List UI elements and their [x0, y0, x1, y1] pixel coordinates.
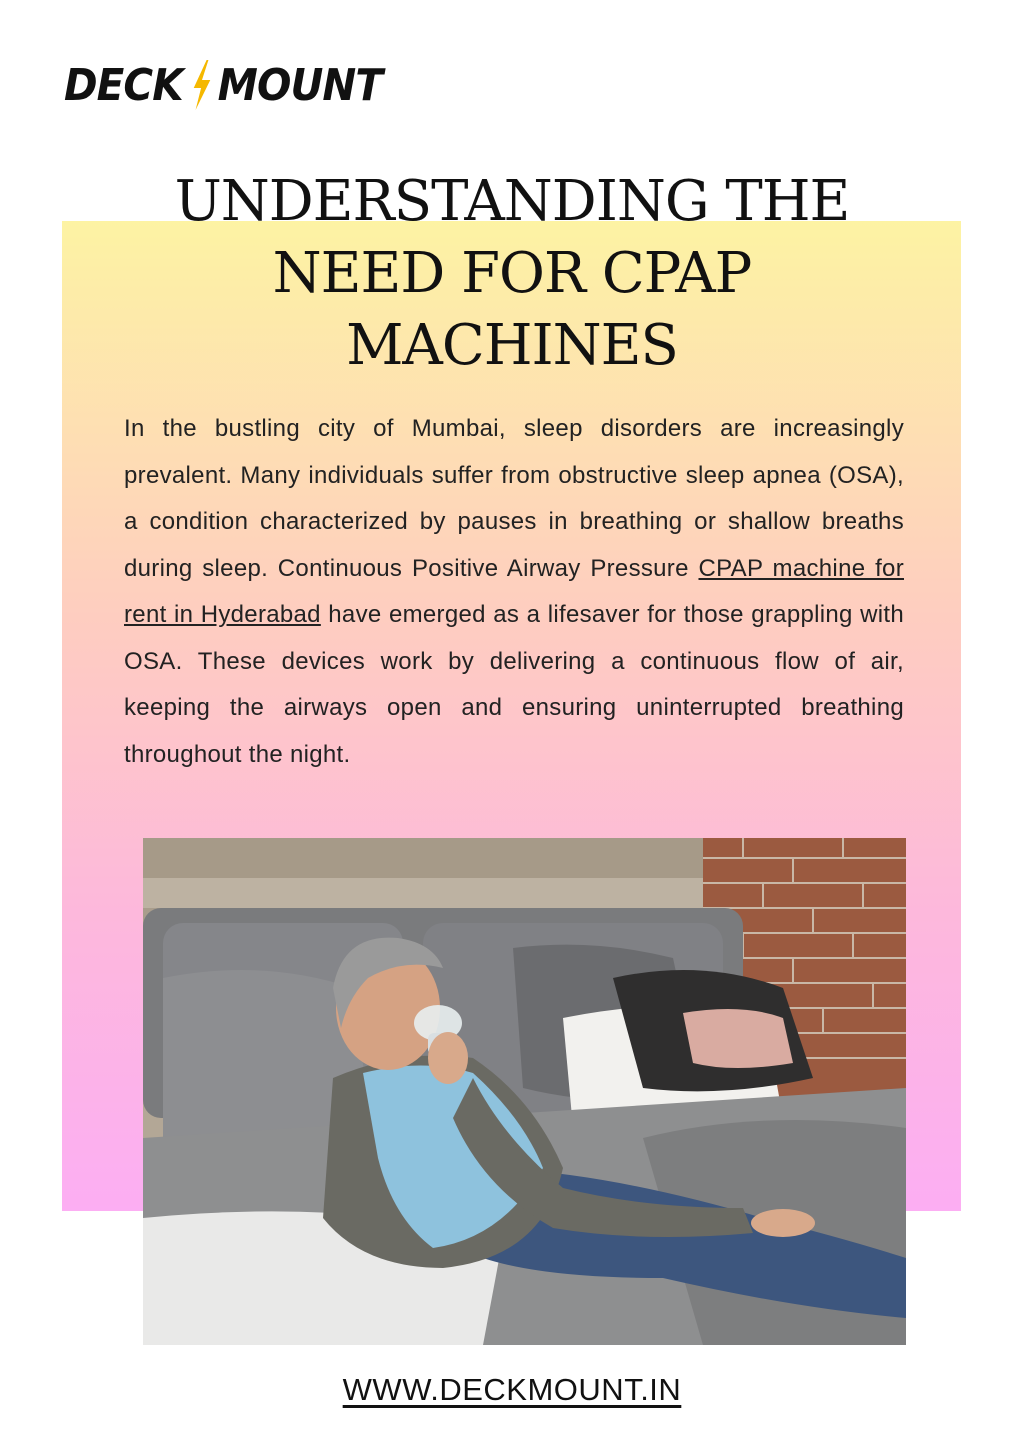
website-footer [0, 1372, 1024, 1408]
logo-word-deck: DECK [64, 59, 183, 111]
cpap-rent-hyderabad-link[interactable]: CPAP machine for rent in Hyderabad [124, 554, 904, 628]
page-title [100, 166, 924, 382]
article-paragraph [124, 406, 904, 778]
paragraph-intro: In the bustling city of Mumbai, sleep disorders are increasingly prevalent. Many individuals suffer from obstructive sleep apnea (OSA), a condition characterized by pauses in breathing or shallow breaths during sleep. Continuous Positive Airway Pressure [124, 415, 904, 582]
photo-illustration [143, 838, 906, 1345]
title-line-3: MACHINES [346, 313, 678, 378]
website-link[interactable]: WWW.DECKMOUNT.IN [342, 1372, 682, 1407]
title-line-1: UNDERSTANDING THE [174, 169, 850, 234]
lightning-bolt-icon [188, 58, 214, 112]
title-line-2: NEED FOR CPAP [272, 241, 752, 306]
logo-word-mount: MOUNT [217, 59, 383, 111]
brand-logo[interactable] [64, 58, 382, 112]
man-using-cpap-mask-photo [143, 838, 906, 1345]
paragraph-continuation: have emerged as a lifesaver for those grappling with OSA. These devices work by delivering a continuous flow of air, keeping the airways open and ensuring uninterrupted breathing throughout the night. [124, 601, 904, 768]
